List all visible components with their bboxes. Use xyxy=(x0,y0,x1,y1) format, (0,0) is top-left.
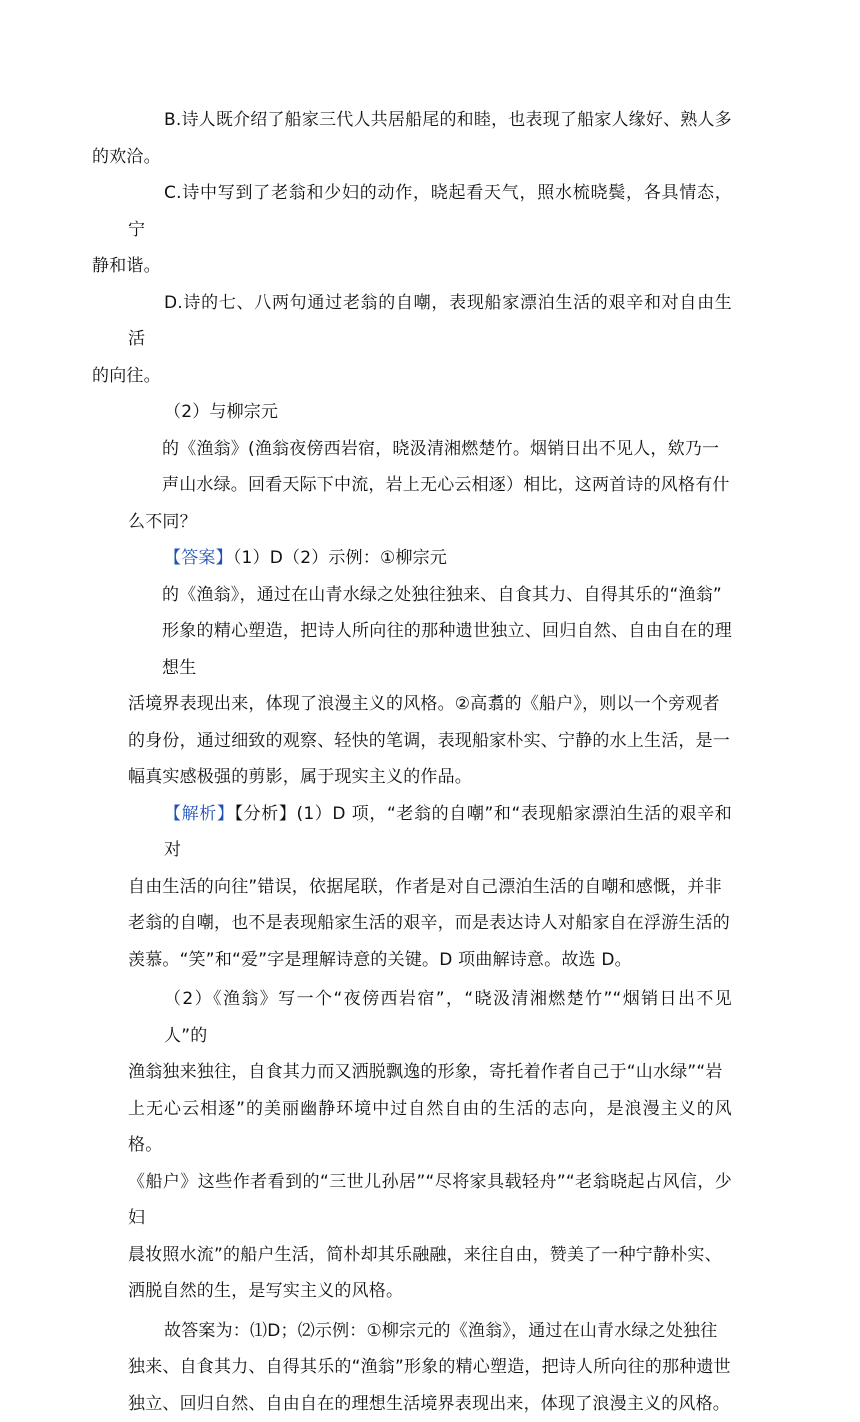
question-2-line-2: 的《渔翁》(渔翁夜傍西岩宿，晓汲清湘燃楚竹。烟销日出不见人，欸乃一 xyxy=(128,431,732,468)
answer-line-3: 形象的精心塑造，把诗人所向往的那种遗世独立、回归自然、自由自在的理想生 xyxy=(128,613,732,686)
analysis-2-line-1: （2）《渔翁》写一个“夜傍西岩宿”，“晓汲清湘燃楚竹”“烟销日出不见人”的 xyxy=(128,981,732,1054)
option-c-line-1: C.诗中写到了老翁和少妇的动作，晓起看天气，照水梳晓鬓，各具情态，宁 xyxy=(128,183,732,240)
analysis-first-line: 【分析】(1）D 项，“老翁的自嘲”和“表现船家漂泊生活的艰辛和对 xyxy=(164,804,732,861)
option-d-paragraph xyxy=(128,285,732,395)
analysis-2-line-2: 渔翁独来独往，自食其力而又洒脱飘逸的形象，寄托着作者自己于“山水绿”“岩 xyxy=(128,1054,732,1091)
question-2-line-3: 声山水绿。回看天际下中流，岩上无心云相逐）相比，这两首诗的风格有什 xyxy=(128,467,732,504)
document-page xyxy=(128,102,732,1422)
option-b-paragraph xyxy=(128,102,732,175)
answer-paragraph xyxy=(128,540,732,796)
analysis-tag: 【解析】 xyxy=(164,804,235,824)
analysis-line-4: 羡慕。“笑”和“爱”字是理解诗意的关键。D 项曲解诗意。故选 D。 xyxy=(128,942,732,979)
conclusion-paragraph xyxy=(128,1313,732,1422)
option-b-line-1: B.诗人既介绍了船家三代人共居船尾的和睦，也表现了船家人缘好、熟人多 xyxy=(164,110,732,130)
question-2-paragraph xyxy=(128,394,732,540)
option-d-line-2: 的向往。 xyxy=(92,366,161,386)
question-2-line-4: 么不同？ xyxy=(128,504,732,541)
analysis-2-paragraph xyxy=(128,981,732,1310)
conclusion-line-3: 独立、回归自然、自由自在的理想生活境界表现出来，体现了浪漫主义的风格。 xyxy=(128,1386,732,1422)
analysis-2-line-3: 上无心云相逐”的美丽幽静环境中过自然自由的生活的志向，是浪漫主义的风格。 xyxy=(128,1091,732,1164)
answer-first-line: （1）D（2）示例：①柳宗元 xyxy=(233,548,447,568)
answer-tag: 【答案】 xyxy=(164,548,233,568)
analysis-line-3: 老翁的自嘲，也不是表现船家生活的艰辛，而是表达诗人对船家自在浮游生活的 xyxy=(128,905,732,942)
answer-line-2: 的《渔翁》，通过在山青水绿之处独往独来、自食其力、自得其乐的“渔翁” xyxy=(128,577,732,614)
answer-line-1 xyxy=(128,540,732,577)
analysis-2-line-5: 晨妆照水流”的船户生活，简朴却其乐融融，来往自由，赞美了一种宁静朴实、 xyxy=(128,1237,732,1274)
answer-line-4: 活境界表现出来，体现了浪漫主义的风格。②高翥的《船户》，则以一个旁观者 xyxy=(128,686,732,723)
analysis-line-1 xyxy=(128,796,732,869)
answer-line-5: 的身份，通过细致的观察、轻快的笔调，表现船家朴实、宁静的水上生活，是一 xyxy=(128,723,732,760)
analysis-line-2: 自由生活的向往”错误，依据尾联，作者是对自己漂泊生活的自嘲和感慨，并非 xyxy=(128,869,732,906)
analysis-paragraph xyxy=(128,796,732,979)
analysis-2-line-4: 《船户》这些作者看到的“三世儿孙居”“尽将家具载轻舟”“老翁晓起占风信，少妇 xyxy=(128,1164,732,1237)
option-d-line-1: D.诗的七、八两句通过老翁的自嘲，表现船家漂泊生活的艰辛和对自由生活 xyxy=(128,293,732,350)
conclusion-line-2: 独来、自食其力、自得其乐的“渔翁”形象的精心塑造，把诗人所向往的那种遗世 xyxy=(128,1349,732,1386)
conclusion-line-1: 故答案为：⑴D；⑵示例：①柳宗元的《渔翁》，通过在山青水绿之处独往 xyxy=(128,1313,732,1350)
option-c-paragraph xyxy=(128,175,732,285)
answer-line-6: 幅真实感极强的剪影，属于现实主义的作品。 xyxy=(128,759,732,796)
analysis-2-line-6: 洒脱自然的生，是写实主义的风格。 xyxy=(128,1273,732,1310)
option-b-line-2: 的欢洽。 xyxy=(92,147,161,167)
question-2-line-1: （2）与柳宗元 xyxy=(128,394,732,431)
option-c-line-2: 静和谐。 xyxy=(92,256,161,276)
